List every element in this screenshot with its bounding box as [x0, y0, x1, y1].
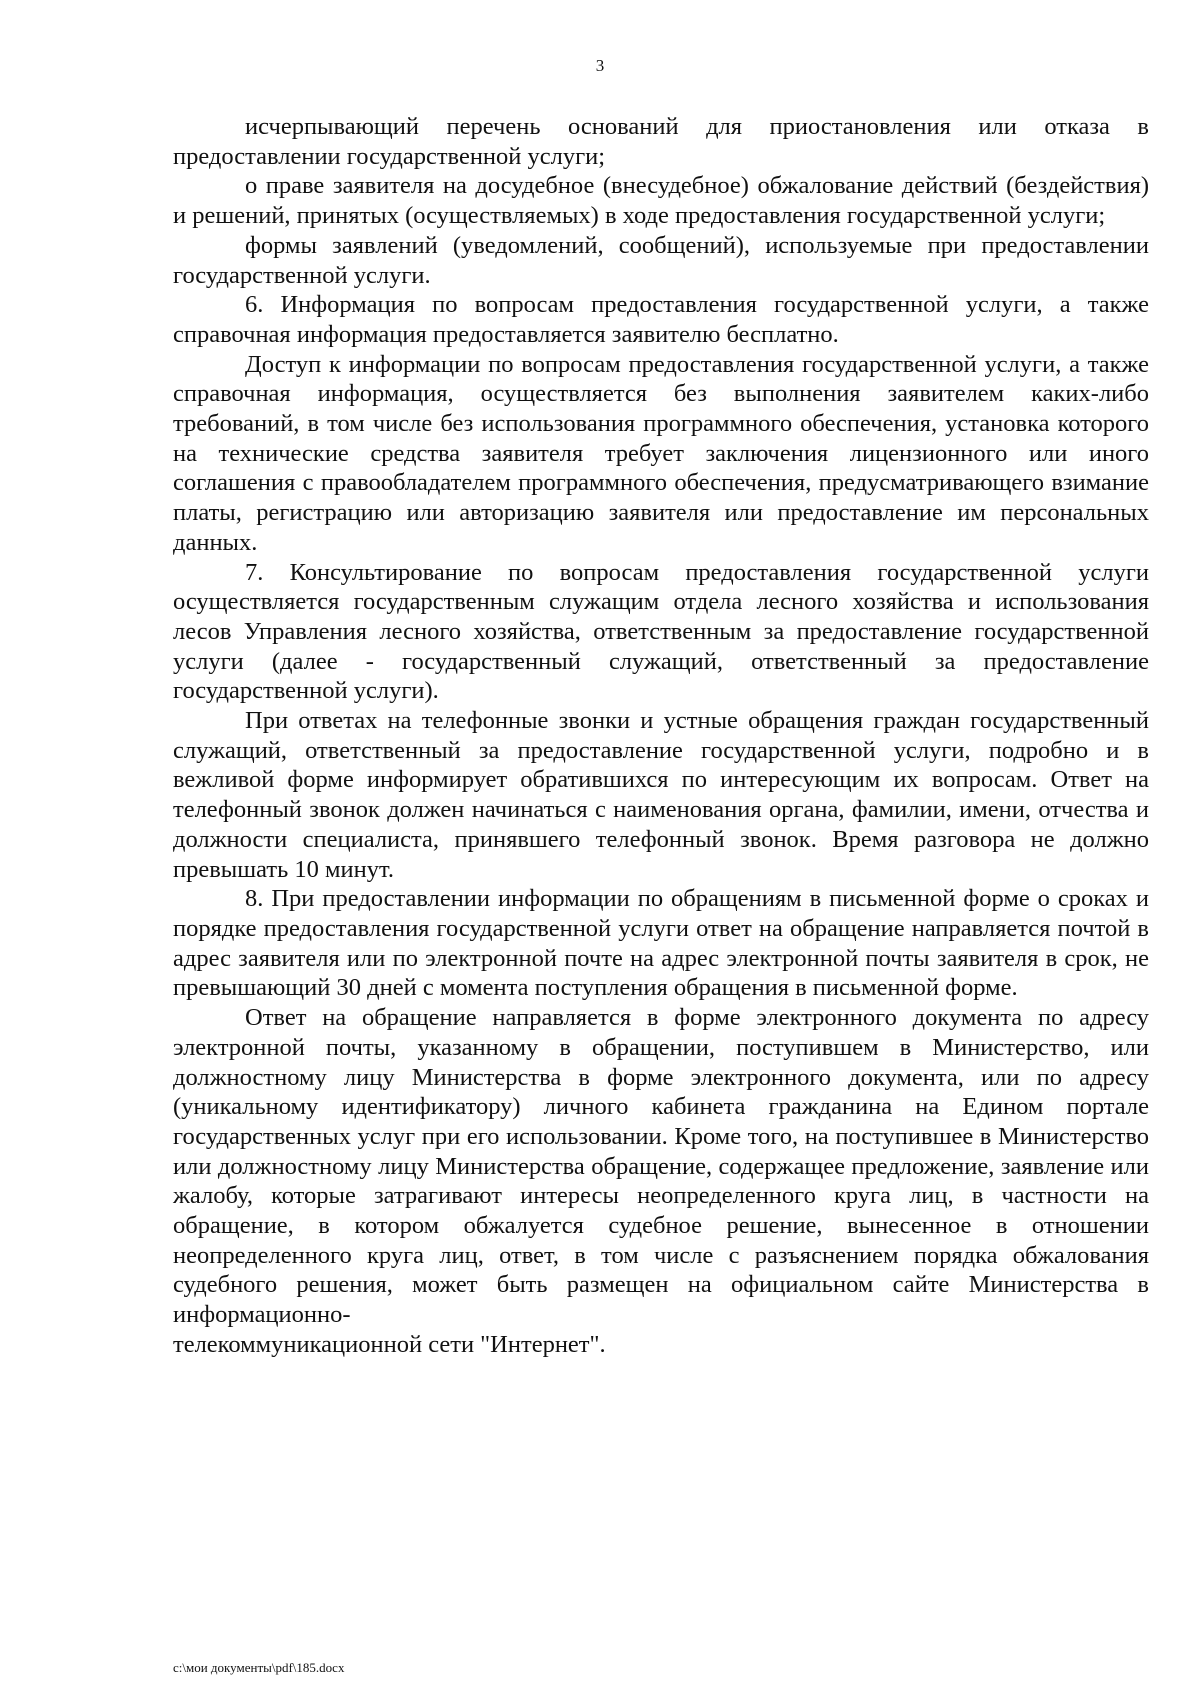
paragraph: Ответ на обращение направляется в форме электронного документа по адресу электронной почты, указанному в обращении, поступившем в Министерство, или должностному лицу Министерства в форме электронного документа, или по адресу (уникальному идентификатору) личного кабинета гражданина на Едином портале государственных услуг при его использовании. Кроме того, на поступившее в Министерство или должностному лицу Министерства обращение, содержащее предложение, заявление или жалобу, которые затрагивают интересы неопределенного круга лиц, в частности на обращение, в котором обжалуется судебное решение, вынесенное в отношении неопределенного круга лиц, ответ, в том числе с разъяснением порядка обжалования судебного решения, может быть размещен на официальном сайте Министерства в информационно- [173, 1004, 1149, 1329]
page-number: 3 [595, 56, 605, 75]
paragraph-section-6: 6. Информация по вопросам предоставления государственной услуги, а также справочная информация предоставляется заявителю бесплатно. [173, 291, 1149, 348]
paragraph-section-7: 7. Консультирование по вопросам предоставления государственной услуги осуществляется государственным служащим отдела лесного хозяйства и использования лесов Управления лесного хозяйства, ответственным за предоставление государственной услуги (далее - государственный служащий, ответственный за предоставление государственной услуги). [173, 558, 1149, 705]
footer-file-path: c:\мои документы\pdf\185.docx [173, 1660, 345, 1675]
paragraph: формы заявлений (уведомлений, сообщений), используемые при предоставлении государственной услуги. [173, 231, 1149, 289]
paragraph-continuation: телекоммуникационной сети "Интернет". [173, 1330, 606, 1358]
paragraph: исчерпывающий перечень оснований для приостановления или отказа в предоставлении государственной услуги; [173, 113, 1149, 170]
paragraph: Доступ к информации по вопросам предоставления государственной услуги, а также справочная информация, осуществляется без выполнения заявителем каких-либо требований, в том числе без использования программного обеспечения, установка которого на технические средства заявителя требует заключения лицензионного или иного соглашения с правообладателем программного обеспечения, предусматривающего взимание платы, регистрацию или авторизацию заявителя или предоставление им персональных данных. [173, 350, 1149, 556]
document-body [173, 112, 1149, 1360]
paragraph-section-8: 8. При предоставлении информации по обращениям в письменной форме о сроках и порядке предоставления государственной услуги ответ на обращение направляется почтой в адрес заявителя или по электронной почте на адрес электронной почты заявителя в срок, не превышающий 30 дней с момента поступления обращения в письменной форме. [173, 885, 1149, 1002]
paragraph: о праве заявителя на досудебное (внесудебное) обжалование действий (бездействия) и решений, принятых (осуществляемых) в ходе предоставления государственной услуги; [173, 172, 1149, 230]
paragraph: При ответах на телефонные звонки и устные обращения граждан государственный служащий, ответственный за предоставление государственной услуги, подробно и в вежливой форме информирует обратившихся по интересующим их вопросам. Ответ на телефонный звонок должен начинаться с наименования органа, фамилии, имени, отчества и должности специалиста, принявшего телефонный звонок. Время разговора не должно превышать 10 минут. [173, 707, 1149, 883]
